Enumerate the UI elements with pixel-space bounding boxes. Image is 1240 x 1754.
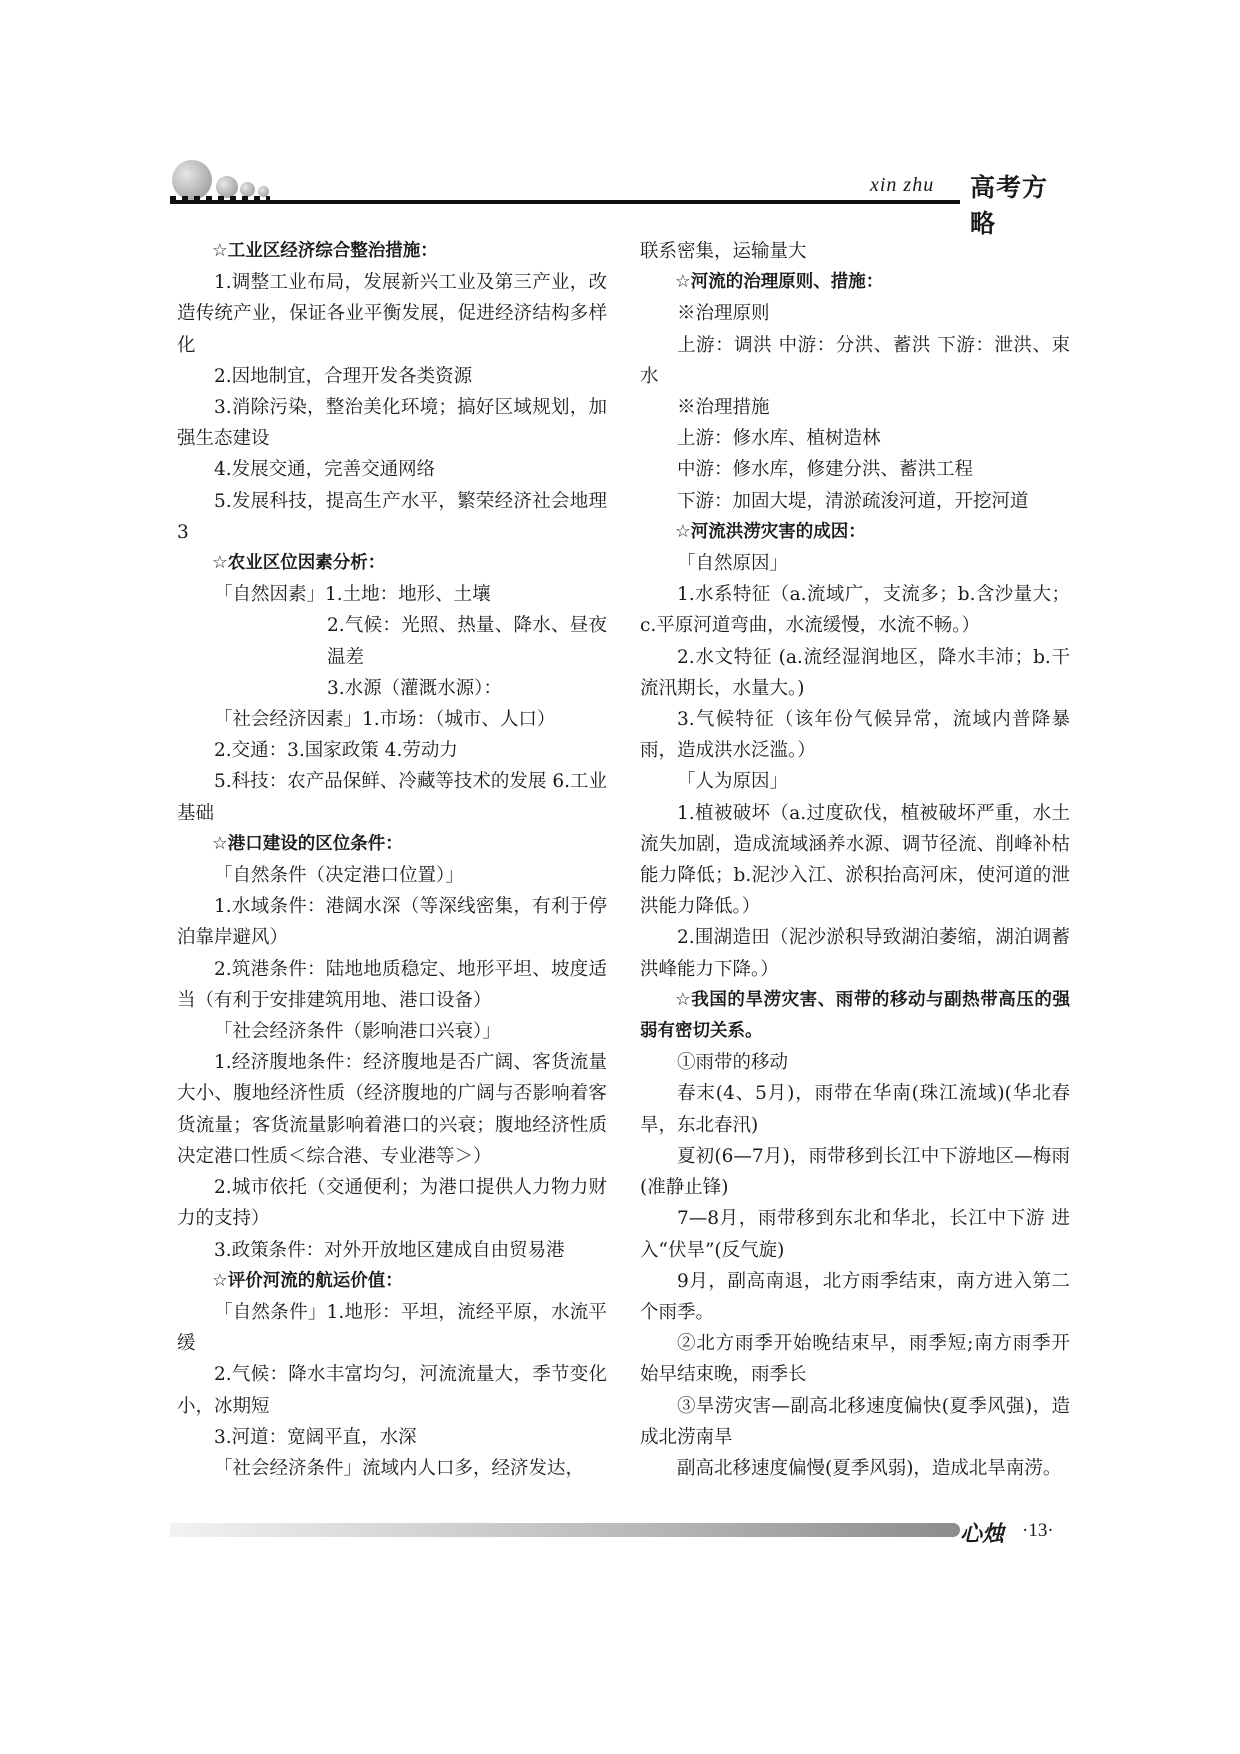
paragraph: 中游：修水库，修建分洪、蓄洪工程 [677,459,974,481]
paragraph: 2.交通：3.国家政策 4.劳动力 [214,740,458,762]
paragraph: 7—8月，雨带移到东北和华北，长江中下游 进入“伏旱”(反气旋) [640,1208,1070,1261]
section-heading: ☆河流洪涝灾害的成因： [675,521,866,542]
page-header [170,158,1070,238]
paragraph: 上游：调洪 中游：分洪、蓄洪 下游：泄洪、束水 [640,334,1070,387]
paragraph: 「社会经济条件」流域内人口多，经济发达， [214,1457,585,1479]
paragraph: 3.水源（灌溉水源）： [327,677,502,699]
section-heading: ☆河流的治理原则、措施： [675,272,884,293]
paragraph: 1.水系特征（a.流域广，支流多；b.含沙量大；c.平原河道弯曲，水流缓慢，水流不畅。） [640,584,1070,637]
paragraph: 1.调整工业布局，发展新兴工业及第三产业，改造传统产业，保证各业平衡发展，促进经济结构多样化 [177,272,607,356]
paragraph: ②北方雨季开始晚结束早，雨季短;南方雨季开始早结束晚，雨季长 [640,1333,1070,1386]
paragraph: 3.气候特征（该年份气候异常，流域内普降暴雨，造成洪水泛滥。） [640,709,1070,762]
section-heading: ☆评价河流的航运价值： [212,1270,403,1291]
paragraph: 9月，副高南退，北方雨季结束，南方进入第二个雨季。 [640,1270,1070,1323]
paragraph: 「自然原因」 [677,553,789,575]
paragraph: 5.科技：农产品保鲜、冷藏等技术的发展 6.工业基础 [177,771,607,824]
section-heading: ☆我国的旱涝灾害、雨带的移动与副热带高压的强弱有密切关系。 [640,989,1070,1042]
paragraph: 「自然条件」1.地形：平坦，流经平原，水流平缓 [177,1301,607,1355]
paragraph: 2.气候：降水丰富均匀，河流流量大，季节变化小，冰期短 [177,1364,607,1417]
paragraph: 「自然因素」1.土地：地形、土壤 [214,584,491,606]
paragraph: 2.围湖造田（泥沙淤积导致湖泊萎缩，湖泊调蓄洪峰能力下降。） [640,927,1070,980]
section-heading: ☆农业区位因素分析： [212,553,386,574]
header-title: 高考方略 [970,173,1049,238]
paragraph: 5.发展科技，提高生产水平，繁荣经济社会地理3 [177,490,607,543]
paragraph: 副高北移速度偏慢(夏季风弱)，造成北旱南涝。 [677,1457,1062,1479]
paragraph: 上游：修水库、植树造林 [677,428,881,450]
decorative-circle-icon [240,182,255,197]
paragraph: 「社会经济条件（影响港口兴衰）」 [214,1021,501,1043]
paragraph: 2.水文特征 (a.流经湿润地区，降水丰沛；b.干流汛期长，水量大。) [640,646,1070,699]
paragraph: 「社会经济因素」1.市场：（城市、人口） [214,709,556,731]
header-rule [170,200,960,204]
paragraph: 1.水域条件：港阔水深（等深线密集，有利于停泊靠岸避风） [177,896,607,949]
paragraph: 1.植被破坏（a.过度砍伐，植被破坏严重，水土流失加剧，造成流域涵养水源、调节径流、削峰补枯能力降低；b.泥沙入江、淤积抬高河床，使河道的泄洪能力降低。） [640,802,1070,918]
paragraph: 「人为原因」 [677,771,789,793]
paragraph: ①雨带的移动 [677,1052,789,1074]
paragraph: 2.筑港条件：陆地地质稳定、地形平坦、坡度适当（有利于安排建筑用地、港口设备） [177,958,607,1011]
paragraph: 2.因地制宜，合理开发各类资源 [214,365,473,387]
paragraph: 3.消除污染，整治美化环境；搞好区域规划，加强生态建设 [177,397,607,450]
footer-brand-logo: 心烛 [960,1521,1005,1547]
right-column [640,236,1070,1484]
page-number: ·13· [1022,1520,1054,1541]
footer-bar [170,1523,960,1537]
header-pinyin: xin zhu [870,174,935,196]
paragraph: 2.气候：光照、热量、降水、昼夜温差 [327,615,607,668]
paragraph: 下游：加固大堤，清淤疏浚河道，开挖河道 [677,490,1029,512]
paragraph: 3.河道：宽阔平直，水深 [214,1426,417,1448]
paragraph: 2.城市依托（交通便利；为港口提供人力物力财力的支持） [177,1177,607,1230]
paragraph: ※治理原则 [677,303,770,325]
paragraph: ※治理措施 [677,397,770,419]
left-column [177,236,607,1484]
decorative-circle-icon [216,176,238,198]
section-heading: ☆工业区经济综合整治措施： [212,241,438,261]
paragraph: 1.经济腹地条件：经济腹地是否广阔、客货流量大小、腹地经济性质（经济腹地的广阔与否影响着客货流量；客货流量影响着港口的兴衰；腹地经济性质决定港口性质＜综合港、专业港等＞） [177,1052,607,1167]
paragraph: 夏初(6—7月)，雨带移到长江中下游地区—梅雨(准静止锋) [640,1145,1070,1199]
paragraph: 联系密集，运输量大 [640,241,807,262]
decorative-circle-icon [172,160,212,200]
paragraph: 春末(4、5月)，雨带在华南(珠江流域)(华北春旱，东北春汛) [640,1083,1070,1136]
paragraph: 「自然条件（决定港口位置）」 [214,865,464,887]
paragraph: ③旱涝灾害—副高北移速度偏快(夏季风强)，造成北涝南旱 [640,1395,1070,1448]
paragraph: 4.发展交通，完善交通网络 [214,459,436,481]
section-heading: ☆港口建设的区位条件： [212,833,403,854]
paragraph: 3.政策条件：对外开放地区建成自由贸易港 [214,1239,565,1261]
